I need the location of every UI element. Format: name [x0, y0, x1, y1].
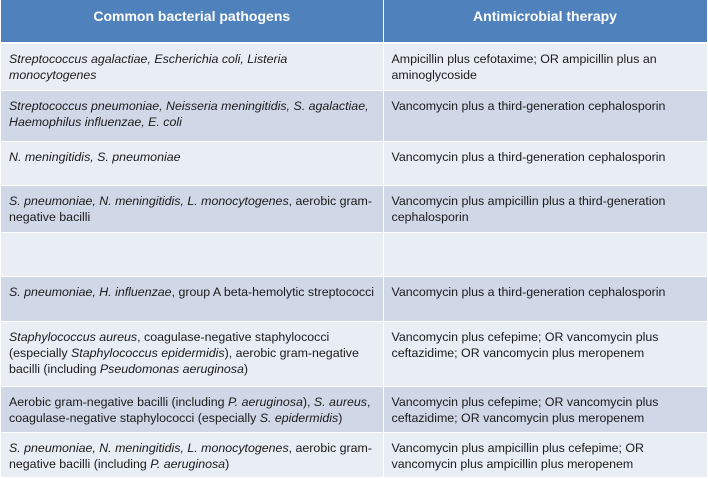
- pathogen-name-italic: S. aureus: [313, 394, 367, 409]
- pathogens-cell: [1, 185, 383, 232]
- therapy-cell: Vancomycin plus a third-generation cephalosporin: [383, 276, 707, 321]
- table-row: [1, 43, 707, 90]
- therapy-cell: Ampicillin plus cefotaxime; OR ampicillin plus an aminoglycoside: [383, 43, 707, 90]
- pathogens-cell: [1, 90, 383, 141]
- header-therapy: [383, 0, 707, 43]
- pathogens-cell: [1, 43, 383, 90]
- header-row: [1, 0, 707, 43]
- pathogen-name-italic: S. pneumoniae, H. influenzae: [9, 284, 172, 299]
- pathogen-name-italic: Staphylococcus epidermidis: [70, 345, 225, 360]
- header-pathogens-label: Common bacterial pathogens: [93, 8, 291, 24]
- therapy-cell: [383, 232, 707, 276]
- therapy-cell: Vancomycin plus ampicillin plus cefepime; OR vancomycin plus ampicillin plus meropenem: [383, 432, 707, 477]
- pathogen-text: ),: [302, 394, 314, 409]
- table-row: [1, 232, 707, 276]
- therapy-cell: Vancomycin plus a third-generation cephalosporin: [383, 90, 707, 141]
- pathogen-text: ): [338, 410, 343, 425]
- pathogen-name-italic: Pseudomonas aeruginosa: [99, 361, 244, 376]
- pathogens-cell: [1, 386, 383, 432]
- pathogen-text: ): [225, 456, 230, 471]
- pathogen-name-italic: Streptococcus agalactiae, Escherichia coli, Listeria monocytogenes: [9, 52, 288, 82]
- pathogen-text: , coagulase-negative staphylococci (especially: [9, 394, 371, 425]
- header-therapy-label: Antimicrobial therapy: [473, 8, 617, 24]
- pathogen-name-italic: Streptococcus pneumoniae, Neisseria meningitidis, S. agalactiae, Haemophilus influenzae, E. coli: [9, 98, 369, 129]
- header-pathogens: [1, 0, 383, 43]
- therapy-cell: Vancomycin plus cefepime; OR vancomycin plus ceftazidime; OR vancomycin plus meropenem: [383, 386, 707, 432]
- pathogen-name-italic: S. pneumoniae, N. meningitidis, L. monocytogenes: [9, 193, 289, 208]
- pathogen-therapy-table: [1, 0, 708, 478]
- pathogen-text: Aerobic gram-negative bacilli (including: [9, 394, 229, 409]
- pathogen-name-italic: N. meningitidis, S. pneumoniae: [9, 149, 181, 164]
- pathogen-text: , coagulase-negative staphylococci (especially: [9, 329, 330, 360]
- table-row: [1, 185, 707, 232]
- table-row: [1, 276, 707, 321]
- therapy-cell: Vancomycin plus ampicillin plus a third-generation cephalosporin: [383, 185, 707, 232]
- pathogen-name-italic: S. epidermidis: [259, 410, 339, 425]
- table-row: [1, 386, 707, 432]
- table-row: [1, 90, 707, 141]
- pathogens-cell: [1, 141, 383, 185]
- pathogens-cell: [1, 432, 383, 477]
- pathogens-cell: [1, 232, 383, 276]
- pathogen-text: ): [243, 361, 249, 376]
- therapy-cell: Vancomycin plus a third-generation cephalosporin: [383, 141, 707, 185]
- table-row: [1, 321, 707, 386]
- pathogen-text: , aerobic gram-negative bacilli: [9, 193, 372, 224]
- pathogen-text: ), aerobic gram-negative bacilli (including: [9, 345, 359, 376]
- table-row: [1, 432, 707, 477]
- pathogen-name-italic: Staphylococcus aureus: [9, 329, 138, 344]
- pathogen-text: , group A beta-hemolytic streptococci: [171, 284, 375, 299]
- pathogen-name-italic: P. aeruginosa: [150, 456, 226, 471]
- therapy-cell: Vancomycin plus cefepime; OR vancomycin plus ceftazidime; OR vancomycin plus meropenem: [383, 321, 707, 386]
- table-row: [1, 141, 707, 185]
- pathogen-text: , aerobic gram-negative bacilli (including: [9, 440, 372, 471]
- table-body: [1, 43, 707, 477]
- pathogen-name-italic: P. aeruginosa: [228, 394, 303, 409]
- pathogen-name-italic: S. pneumoniae, N. meningitidis, L. monocytogenes: [9, 440, 289, 455]
- pathogens-cell: [1, 276, 383, 321]
- pathogens-cell: [1, 321, 383, 386]
